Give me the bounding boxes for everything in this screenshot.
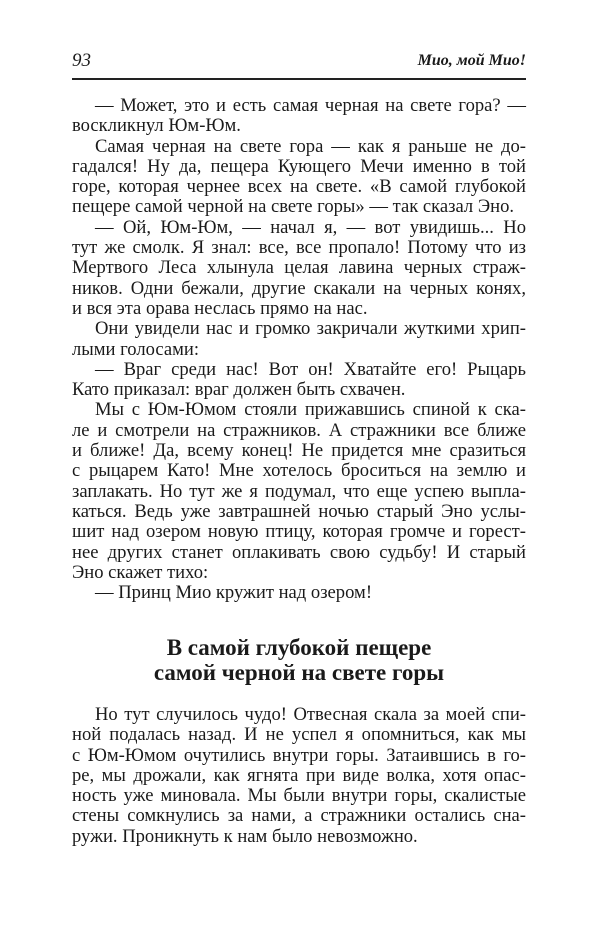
text-line: Они увидели нас и громко закричали жуткими хрип- [95, 318, 526, 340]
text-line: Эно скажет тихо: [72, 561, 209, 583]
text-line: Мертвого Леса хлынула целая лавина черных страж- [72, 257, 526, 279]
text-line: с рыцарем Като! Мне хотелось броситься на землю и [72, 460, 526, 482]
text-line: и ближе! Да, всему конец! Не придется мне сразиться [72, 440, 526, 462]
text-line: Самая черная на свете гора — как я раньше не до- [95, 135, 526, 157]
text-line: заплакать. Но тут же я подумал, что еще успею выпла- [72, 480, 526, 502]
text-line: — Враг среди нас! Вот он! Хватайте его! Рыцарь [95, 358, 526, 380]
text-line: ружи. Проникнуть к нам было невозможно. [72, 825, 418, 847]
text-line: Мы с Юм-Юмом стояли прижавшись спиной к ска- [95, 399, 526, 421]
page-number: 93 [72, 50, 91, 71]
text-line: ной подалась назад. И не успел я опомниться, как мы [72, 724, 526, 746]
text-line: ность уже миновала. Мы были внутри горы, скалистые [72, 785, 526, 807]
text-line: гадался! Ну да, пещера Кующего Мечи именно в той [72, 155, 526, 177]
page-header [72, 48, 526, 80]
paragraph [72, 360, 526, 401]
text-line: нее других станет оплакивать свою судьбу! И старый [72, 541, 526, 563]
paragraph [72, 705, 526, 847]
chapter-heading-line: В самой глубокой пещере [166, 635, 432, 660]
text-line: Но тут случилось чудо! Отвесная скала за моей спи- [95, 704, 526, 725]
paragraph [72, 583, 526, 603]
text-line: — Принц Мио кружит над озером! [95, 582, 373, 604]
body-text-before-heading [72, 96, 526, 603]
text-line: ле и смотрели на стражников. А стражники все ближе [72, 419, 526, 441]
body-text-after-heading [72, 705, 526, 847]
text-line: лыми голосами: [72, 338, 200, 360]
text-line: пещере самой черной на свете горы» — так сказал Эно. [72, 196, 515, 218]
paragraph [72, 400, 526, 583]
text-line: стены сомкнулись за нами, а стражники остались сна- [72, 805, 526, 827]
text-line: ре, мы дрожали, как ягнята при виде волка, хотя опас- [72, 764, 526, 786]
text-line: Като приказал: враг должен быть схвачен. [72, 379, 406, 401]
text-line: каться. Ведь уже завтрашней ночью старый Эно услы- [72, 500, 526, 522]
chapter-heading [72, 635, 526, 685]
text-line: горе, которая чернее всех на свете. «В самой глубокой [72, 176, 526, 198]
paragraph [72, 96, 526, 137]
text-line: тут же смолк. Я знал: все, все пропало! Потому что из [72, 237, 526, 259]
chapter-heading-line: самой черной на свете горы [153, 660, 445, 685]
text-line: — Ой, Юм-Юм, — начал я, — вот увидишь... Но [95, 216, 526, 238]
running-title: Мио, мой Мио! [417, 52, 526, 69]
text-line: с Юм-Юмом очутились внутри горы. Затаившись в го- [72, 744, 526, 766]
text-line: шит над озером новую птицу, которая громче и горест- [72, 521, 526, 543]
text-line: воскликнул Юм-Юм. [72, 115, 241, 137]
text-line: ников. Одни бежали, другие скакали на черных конях, [72, 277, 526, 299]
paragraph [72, 137, 526, 218]
text-line: и вся эта орава неслась прямо на нас. [72, 297, 368, 319]
paragraph [72, 218, 526, 319]
text-line: — Может, это и есть самая черная на свете гора? — [95, 95, 526, 116]
paragraph [72, 319, 526, 360]
